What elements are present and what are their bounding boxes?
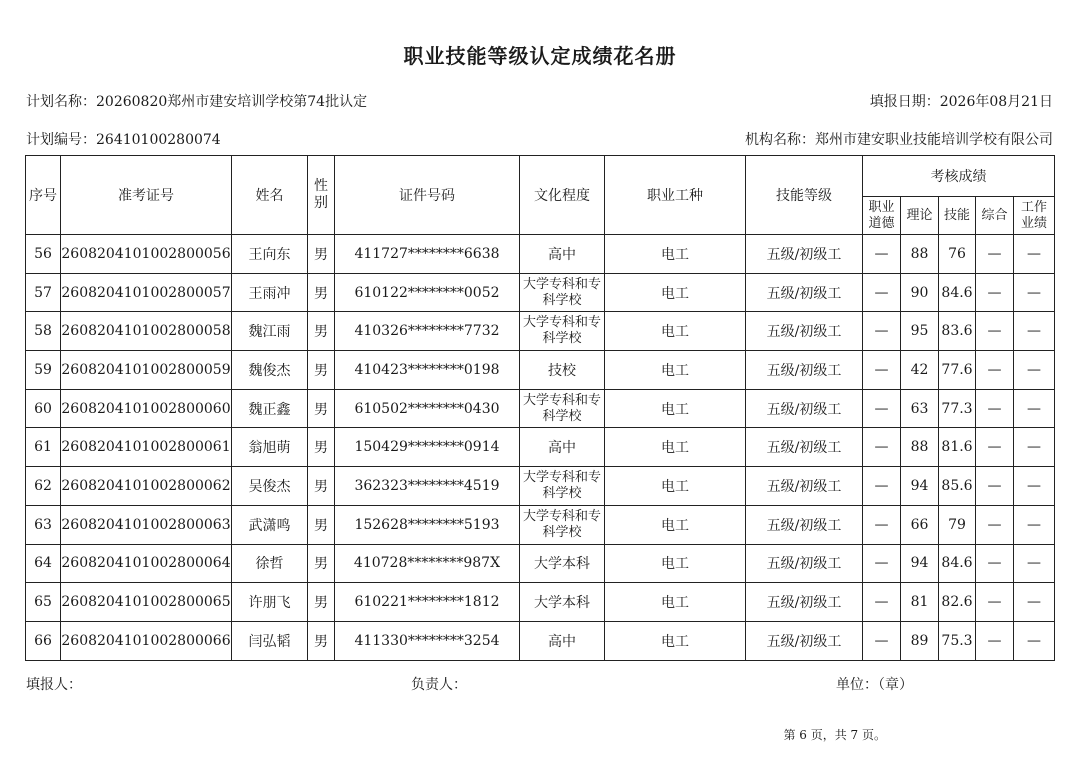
cell-education: 大学本科 bbox=[520, 544, 605, 583]
cell-overall: — bbox=[976, 505, 1014, 544]
header-seq: 序号 bbox=[26, 156, 61, 235]
cell-ethics: — bbox=[863, 544, 901, 583]
cell-occupation: 电工 bbox=[605, 273, 746, 312]
cell-level: 五级/初级工 bbox=[746, 428, 863, 467]
cell-seq: 61 bbox=[26, 428, 61, 467]
cell-seq: 64 bbox=[26, 544, 61, 583]
header-id-no: 证件号码 bbox=[335, 156, 520, 235]
cell-id-no: 410728********987X bbox=[335, 544, 520, 583]
cell-occupation: 电工 bbox=[605, 428, 746, 467]
cell-seq: 63 bbox=[26, 505, 61, 544]
cell-id-no: 610122********0052 bbox=[335, 273, 520, 312]
cell-ethics: — bbox=[863, 583, 901, 622]
header-overall: 综合 bbox=[976, 197, 1014, 235]
cell-theory: 94 bbox=[901, 467, 939, 506]
table-row bbox=[26, 273, 1055, 312]
cell-skill: 85.6 bbox=[939, 467, 976, 506]
cell-theory: 63 bbox=[901, 389, 939, 428]
cell-education: 高中 bbox=[520, 235, 605, 274]
cell-gender: 男 bbox=[308, 428, 335, 467]
cell-overall: — bbox=[976, 389, 1014, 428]
cell-theory: 95 bbox=[901, 312, 939, 351]
cell-occupation: 电工 bbox=[605, 544, 746, 583]
cell-skill: 76 bbox=[939, 235, 976, 274]
cell-gender: 男 bbox=[308, 312, 335, 351]
cell-education: 高中 bbox=[520, 621, 605, 660]
cell-name: 武潇鸣 bbox=[232, 505, 308, 544]
cell-id-no: 410326********7732 bbox=[335, 312, 520, 351]
fill-date: 填报日期：2026年08月21日 bbox=[869, 94, 1053, 110]
table-row bbox=[26, 621, 1055, 660]
cell-level: 五级/初级工 bbox=[746, 312, 863, 351]
table-row bbox=[26, 505, 1055, 544]
cell-overall: — bbox=[976, 428, 1014, 467]
cell-name: 吴俊杰 bbox=[232, 467, 308, 506]
cell-education: 技校 bbox=[520, 351, 605, 390]
cell-gender: 男 bbox=[308, 235, 335, 274]
cell-name: 翁旭萌 bbox=[232, 428, 308, 467]
cell-education: 高中 bbox=[520, 428, 605, 467]
table-row bbox=[26, 544, 1055, 583]
cell-occupation: 电工 bbox=[605, 467, 746, 506]
cell-exam-no: 2608204101002800063 bbox=[61, 505, 232, 544]
cell-ethics: — bbox=[863, 351, 901, 390]
plan-number: 计划编号：26410100280074 bbox=[26, 132, 221, 148]
cell-theory: 94 bbox=[901, 544, 939, 583]
cell-skill: 77.6 bbox=[939, 351, 976, 390]
cell-seq: 60 bbox=[26, 389, 61, 428]
cell-gender: 男 bbox=[308, 583, 335, 622]
cell-work: — bbox=[1014, 621, 1055, 660]
cell-id-no: 150429********0914 bbox=[335, 428, 520, 467]
header-ethics bbox=[863, 197, 901, 235]
header-gender bbox=[308, 156, 335, 235]
cell-level: 五级/初级工 bbox=[746, 544, 863, 583]
cell-education: 大学专科和专科学校 bbox=[520, 312, 605, 351]
cell-name: 徐哲 bbox=[232, 544, 308, 583]
cell-work: — bbox=[1014, 351, 1055, 390]
table-row bbox=[26, 428, 1055, 467]
cell-skill: 77.3 bbox=[939, 389, 976, 428]
table-row bbox=[26, 389, 1055, 428]
cell-level: 五级/初级工 bbox=[746, 235, 863, 274]
cell-seq: 65 bbox=[26, 583, 61, 622]
cell-theory: 90 bbox=[901, 273, 939, 312]
cell-level: 五级/初级工 bbox=[746, 467, 863, 506]
cell-work: — bbox=[1014, 544, 1055, 583]
cell-id-no: 411727********6638 bbox=[335, 235, 520, 274]
cell-overall: — bbox=[976, 273, 1014, 312]
cell-exam-no: 2608204101002800062 bbox=[61, 467, 232, 506]
cell-ethics: — bbox=[863, 621, 901, 660]
cell-exam-no: 2608204101002800066 bbox=[61, 621, 232, 660]
header-name: 姓名 bbox=[232, 156, 308, 235]
header-gender-line2: 别 bbox=[314, 195, 328, 211]
cell-seq: 66 bbox=[26, 621, 61, 660]
cell-level: 五级/初级工 bbox=[746, 273, 863, 312]
cell-occupation: 电工 bbox=[605, 351, 746, 390]
cell-seq: 58 bbox=[26, 312, 61, 351]
cell-ethics: — bbox=[863, 273, 901, 312]
organization-name: 机构名称：郑州市建安职业技能培训学校有限公司 bbox=[745, 132, 1053, 148]
cell-work: — bbox=[1014, 505, 1055, 544]
cell-exam-no: 2608204101002800060 bbox=[61, 389, 232, 428]
cell-seq: 56 bbox=[26, 235, 61, 274]
cell-id-no: 410423********0198 bbox=[335, 351, 520, 390]
cell-work: — bbox=[1014, 235, 1055, 274]
cell-overall: — bbox=[976, 621, 1014, 660]
cell-work: — bbox=[1014, 389, 1055, 428]
cell-gender: 男 bbox=[308, 544, 335, 583]
cell-gender: 男 bbox=[308, 273, 335, 312]
table-row bbox=[26, 351, 1055, 390]
cell-work: — bbox=[1014, 312, 1055, 351]
header-ethics-line2: 道德 bbox=[868, 215, 895, 231]
cell-theory: 42 bbox=[901, 351, 939, 390]
cell-skill: 84.6 bbox=[939, 273, 976, 312]
plan-name: 计划名称：20260820郑州市建安培训学校第74批认定 bbox=[26, 94, 368, 110]
header-theory: 理论 bbox=[901, 197, 939, 235]
cell-ethics: — bbox=[863, 428, 901, 467]
header-work bbox=[1014, 197, 1055, 235]
cell-theory: 89 bbox=[901, 621, 939, 660]
cell-skill: 75.3 bbox=[939, 621, 976, 660]
cell-overall: — bbox=[976, 544, 1014, 583]
table-row bbox=[26, 467, 1055, 506]
cell-exam-no: 2608204101002800064 bbox=[61, 544, 232, 583]
cell-overall: — bbox=[976, 312, 1014, 351]
cell-education: 大学专科和专科学校 bbox=[520, 505, 605, 544]
cell-occupation: 电工 bbox=[605, 235, 746, 274]
table-row bbox=[26, 312, 1055, 351]
cell-occupation: 电工 bbox=[605, 583, 746, 622]
document-title: 职业技能等级认定成绩花名册 bbox=[403, 44, 677, 68]
cell-occupation: 电工 bbox=[605, 505, 746, 544]
cell-seq: 57 bbox=[26, 273, 61, 312]
cell-name: 许朋飞 bbox=[232, 583, 308, 622]
cell-id-no: 610221********1812 bbox=[335, 583, 520, 622]
header-ethics-line1: 职业 bbox=[868, 199, 895, 215]
cell-id-no: 411330********3254 bbox=[335, 621, 520, 660]
score-roster-table bbox=[25, 155, 1055, 661]
cell-id-no: 152628********5193 bbox=[335, 505, 520, 544]
cell-work: — bbox=[1014, 273, 1055, 312]
cell-level: 五级/初级工 bbox=[746, 505, 863, 544]
cell-work: — bbox=[1014, 583, 1055, 622]
cell-ethics: — bbox=[863, 235, 901, 274]
cell-seq: 59 bbox=[26, 351, 61, 390]
cell-name: 魏俊杰 bbox=[232, 351, 308, 390]
cell-name: 王雨冲 bbox=[232, 273, 308, 312]
header-exam-no: 准考证号 bbox=[61, 156, 232, 235]
cell-exam-no: 2608204101002800056 bbox=[61, 235, 232, 274]
cell-id-no: 362323********4519 bbox=[335, 467, 520, 506]
cell-occupation: 电工 bbox=[605, 312, 746, 351]
cell-overall: — bbox=[976, 351, 1014, 390]
cell-theory: 66 bbox=[901, 505, 939, 544]
cell-exam-no: 2608204101002800065 bbox=[61, 583, 232, 622]
header-scores: 考核成绩 bbox=[863, 156, 1055, 197]
cell-name: 王向东 bbox=[232, 235, 308, 274]
cell-theory: 81 bbox=[901, 583, 939, 622]
cell-occupation: 电工 bbox=[605, 389, 746, 428]
header-level: 技能等级 bbox=[746, 156, 863, 235]
header-gender-line1: 性 bbox=[314, 178, 328, 194]
cell-gender: 男 bbox=[308, 621, 335, 660]
cell-ethics: — bbox=[863, 389, 901, 428]
table-row bbox=[26, 583, 1055, 622]
cell-work: — bbox=[1014, 428, 1055, 467]
table-row bbox=[26, 235, 1055, 274]
cell-overall: — bbox=[976, 467, 1014, 506]
cell-education: 大学专科和专科学校 bbox=[520, 467, 605, 506]
cell-overall: — bbox=[976, 583, 1014, 622]
header-occupation: 职业工种 bbox=[605, 156, 746, 235]
cell-occupation: 电工 bbox=[605, 621, 746, 660]
cell-seq: 62 bbox=[26, 467, 61, 506]
cell-name: 闫弘韬 bbox=[232, 621, 308, 660]
cell-skill: 83.6 bbox=[939, 312, 976, 351]
cell-theory: 88 bbox=[901, 428, 939, 467]
cell-education: 大学专科和专科学校 bbox=[520, 273, 605, 312]
cell-skill: 79 bbox=[939, 505, 976, 544]
cell-ethics: — bbox=[863, 467, 901, 506]
footer-unit: 单位：（章） bbox=[836, 677, 913, 693]
cell-education: 大学本科 bbox=[520, 583, 605, 622]
cell-id-no: 610502********0430 bbox=[335, 389, 520, 428]
footer-filler: 填报人： bbox=[26, 677, 82, 693]
header-work-line2: 业绩 bbox=[1021, 215, 1048, 231]
cell-name: 魏江雨 bbox=[232, 312, 308, 351]
cell-exam-no: 2608204101002800058 bbox=[61, 312, 232, 351]
cell-gender: 男 bbox=[308, 467, 335, 506]
cell-level: 五级/初级工 bbox=[746, 621, 863, 660]
header-skill: 技能 bbox=[939, 197, 976, 235]
cell-ethics: — bbox=[863, 312, 901, 351]
cell-skill: 84.6 bbox=[939, 544, 976, 583]
cell-gender: 男 bbox=[308, 505, 335, 544]
cell-exam-no: 2608204101002800057 bbox=[61, 273, 232, 312]
cell-level: 五级/初级工 bbox=[746, 389, 863, 428]
cell-level: 五级/初级工 bbox=[746, 583, 863, 622]
cell-ethics: — bbox=[863, 505, 901, 544]
cell-theory: 88 bbox=[901, 235, 939, 274]
cell-exam-no: 2608204101002800061 bbox=[61, 428, 232, 467]
footer-manager: 负责人： bbox=[411, 677, 467, 693]
cell-work: — bbox=[1014, 467, 1055, 506]
cell-education: 大学专科和专科学校 bbox=[520, 389, 605, 428]
cell-gender: 男 bbox=[308, 351, 335, 390]
cell-gender: 男 bbox=[308, 389, 335, 428]
cell-skill: 82.6 bbox=[939, 583, 976, 622]
cell-level: 五级/初级工 bbox=[746, 351, 863, 390]
header-work-line1: 工作 bbox=[1021, 199, 1048, 215]
page-number: 第 6 页，共 7 页。 bbox=[783, 728, 886, 742]
cell-overall: — bbox=[976, 235, 1014, 274]
cell-name: 魏正鑫 bbox=[232, 389, 308, 428]
cell-exam-no: 2608204101002800059 bbox=[61, 351, 232, 390]
cell-skill: 81.6 bbox=[939, 428, 976, 467]
header-education: 文化程度 bbox=[520, 156, 605, 235]
